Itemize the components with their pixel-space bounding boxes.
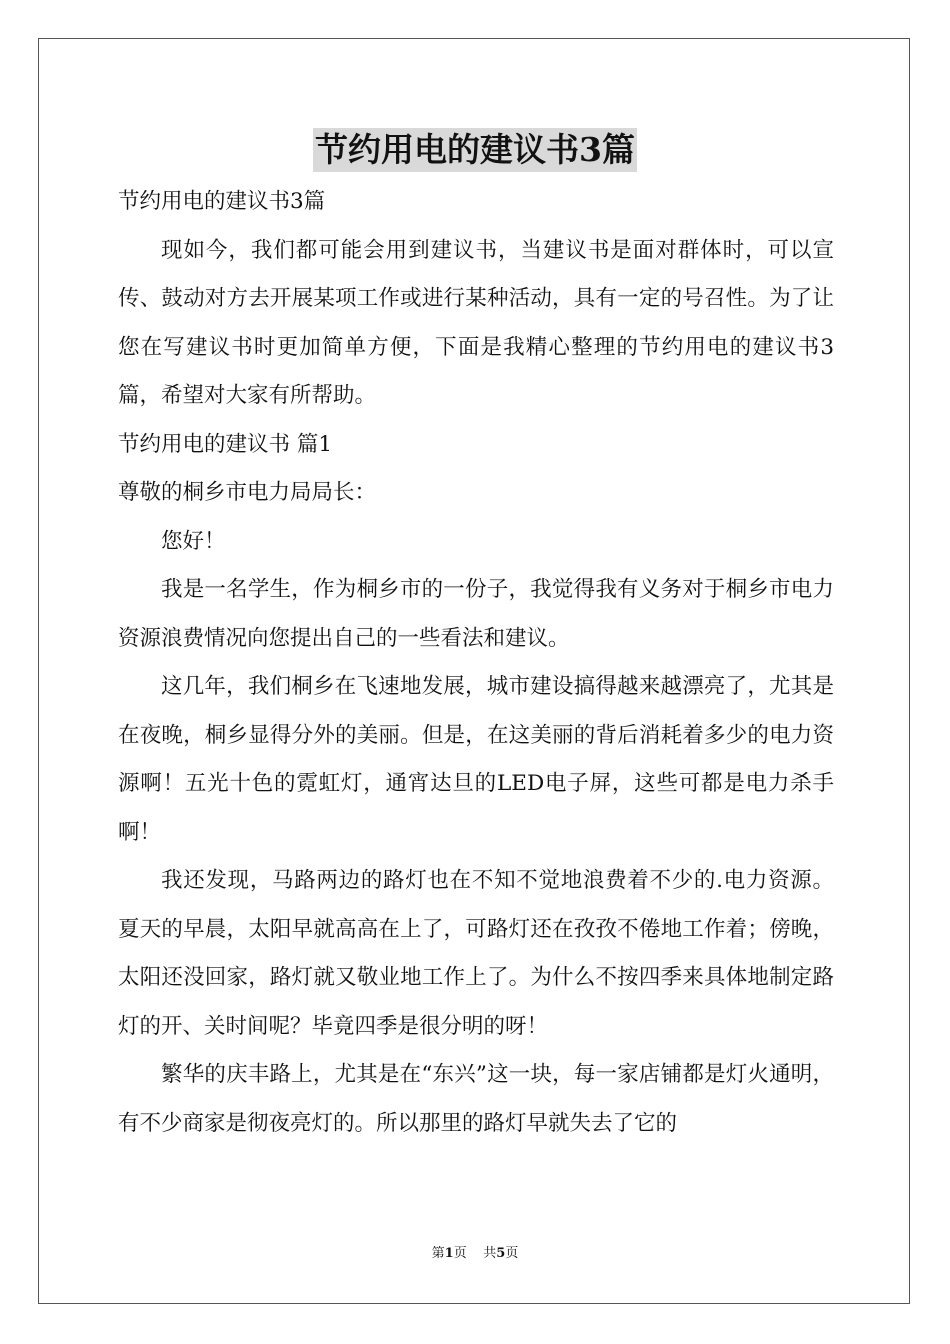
document-body: [118, 178, 834, 1148]
page-total: 5: [496, 1246, 506, 1261]
paragraph: 现如今，我们都可能会用到建议书，当建议书是面对群体时，可以宣传、鼓动对方去开展某项工作或进行某种活动，具有一定的号召性。为了让您在写建议书时更加简单方便，下面是我精心整理的节约用电的建议书3篇，希望对大家有所帮助。: [118, 237, 834, 408]
paragraph: 繁华的庆丰路上，尤其是在“东兴”这一块，每一家店铺都是灯火通明，有不少商家是彻夜亮灯的。所以那里的路灯早就失去了它的: [118, 1062, 834, 1136]
total-prefix: 共: [483, 1246, 497, 1261]
total-suffix: 页: [505, 1246, 519, 1261]
salutation: 尊敬的桐乡市电力局局长：: [118, 480, 377, 505]
section-heading: 节约用电的建议书 篇1: [118, 431, 333, 457]
paragraph: 这几年，我们桐乡在飞速地发展，城市建设搞得越来越漂亮了，尤其是在夜晚，桐乡显得分外的美丽。但是，在这美丽的背后消耗着多少的电力资源啊！五光十色的霓虹灯，通宵达旦的LED电子屏，这些可都是电力杀手啊！: [118, 674, 834, 845]
page-suffix: 页: [453, 1246, 467, 1261]
page-footer: [0, 1245, 950, 1263]
page-prefix: 第: [431, 1246, 445, 1261]
document-title: 节约用电的建议书3篇: [313, 128, 637, 172]
paragraph: 我还发现，马路两边的路灯也在不知不觉地浪费着不少的.电力资源。夏天的早晨，太阳早就高高在上了，可路灯还在孜孜不倦地工作着；傍晚，太阳还没回家，路灯就又敬业地工作上了。为什么不按四季来具体地制定路灯的开、关时间呢？毕竟四季是很分明的呀！: [118, 868, 834, 1039]
greeting: 您好！: [161, 528, 226, 554]
paragraph: 节约用电的建议书3篇: [118, 189, 326, 214]
paragraph: 我是一名学生，作为桐乡市的一份子，我觉得我有义务对于桐乡市电力资源浪费情况向您提出自己的一些看法和建议。: [118, 577, 834, 651]
title-container: [0, 128, 950, 172]
page-current: 1: [444, 1246, 454, 1261]
